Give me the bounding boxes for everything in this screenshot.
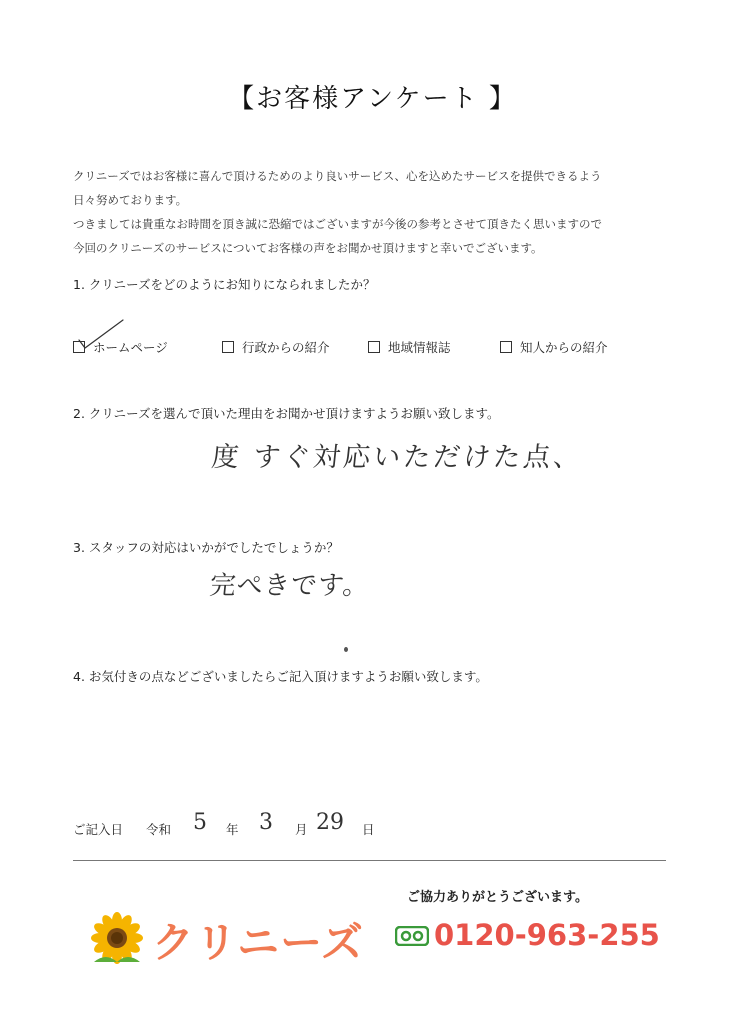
era-label: 令和 bbox=[146, 822, 172, 837]
date-year: 5 bbox=[193, 810, 207, 835]
date-label: ご記入日 bbox=[73, 822, 124, 837]
year-unit: 年 bbox=[226, 822, 239, 837]
day-unit: 日 bbox=[362, 822, 375, 837]
option-local-magazine[interactable] bbox=[368, 338, 451, 356]
option-acquaintance[interactable] bbox=[500, 338, 608, 356]
handwritten-check-icon bbox=[73, 316, 133, 356]
question-1: 1. クリニーズをどのようにお知りになられましたか？ bbox=[73, 277, 376, 292]
phone-number[interactable]: 0120-963-255 bbox=[434, 918, 660, 952]
sunflower-logo-icon bbox=[88, 912, 146, 968]
handwritten-answer-3: 完ぺきです。 bbox=[208, 571, 372, 601]
date-month: 3 bbox=[259, 810, 273, 835]
date-day: 29 bbox=[316, 810, 344, 835]
intro-line: 今回のクリニーズのサービスについてお客様の声をお聞かせ頂けますと幸いでございます。 bbox=[73, 241, 543, 255]
option-label: 知人からの紹介 bbox=[520, 340, 608, 355]
option-label: 地域情報誌 bbox=[388, 340, 451, 355]
option-government[interactable] bbox=[222, 338, 330, 356]
checkbox-acquaintance[interactable] bbox=[500, 341, 512, 353]
freedial-icon bbox=[395, 926, 429, 946]
divider bbox=[73, 860, 666, 861]
question-4: 4. お気付きの点などございましたらご記入頂けますようお願い致します。 bbox=[73, 669, 488, 684]
intro-text bbox=[73, 164, 673, 260]
option-label: 行政からの紹介 bbox=[242, 340, 330, 355]
question-3: 3. スタッフの対応はいかがでしたでしょうか？ bbox=[73, 540, 339, 555]
option-label: ホームページ bbox=[93, 340, 168, 355]
checkbox-government[interactable] bbox=[222, 341, 234, 353]
month-unit: 月 bbox=[295, 822, 308, 837]
question-2: 2. クリニーズを選んで頂いた理由をお聞かせ頂けますようお願い致します。 bbox=[73, 406, 500, 421]
page-title: 【お客様アンケート 】 bbox=[228, 84, 517, 114]
intro-line: つきましては貴重なお時間を頂き誠に恐縮ではございますが今後の参考とさせて頂きたく思いますので bbox=[73, 217, 602, 231]
brand-logo-text: クリニーズ bbox=[152, 918, 365, 967]
handwritten-answer-2: 度 すぐ対応いただけた点、 bbox=[210, 442, 585, 473]
checkbox-local-magazine[interactable] bbox=[368, 341, 380, 353]
thanks-text: ご協力ありがとうございます。 bbox=[407, 890, 588, 905]
intro-line: 日々努めております。 bbox=[73, 193, 188, 207]
intro-line: クリニーズではお客様に喜んで頂けるためのより良いサービス、心を込めたサービスを提供できるよう bbox=[73, 169, 602, 183]
ink-speck bbox=[344, 647, 348, 652]
option-homepage[interactable] bbox=[73, 338, 168, 356]
